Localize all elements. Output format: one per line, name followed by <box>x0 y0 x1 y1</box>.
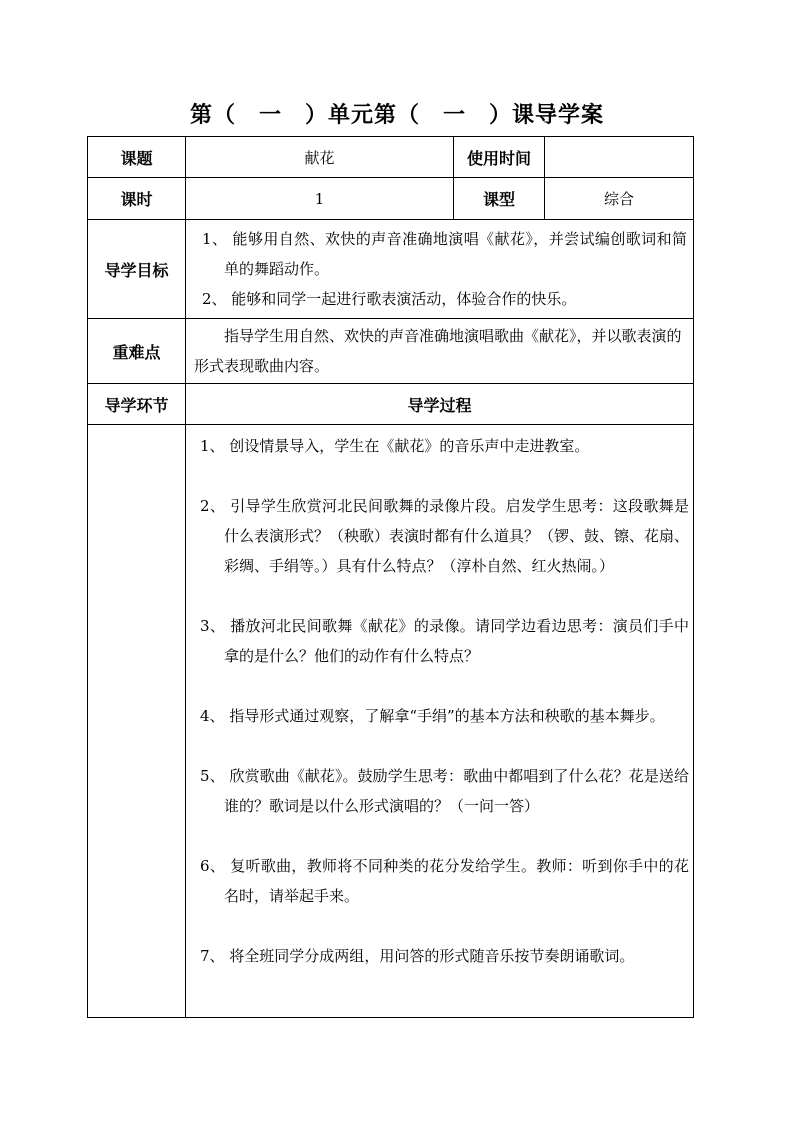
key-content <box>186 319 694 384</box>
page-title: 第（ 一 ）单元第（ 一 ）课导学案 <box>189 103 604 128</box>
time-label: 使用时间 <box>454 137 545 178</box>
table-row <box>88 425 694 1018</box>
topic-value: 献花 <box>186 137 454 178</box>
key-label: 重难点 <box>88 319 186 384</box>
step-item: 3、 播放河北民间歌舞《献花》的录像。请同学边看边思考：演员们手中拿的是什么？他们的动作有什么特点？ <box>200 617 689 665</box>
step-item: 4、 指导形式通过观察，了解拿“手绢”的基本方法和秧歌的基本舞步。 <box>200 707 665 725</box>
step-item: 2、 引导学生欣赏河北民间歌舞的录像片段。启发学生思考：这段歌舞是什么表演形式？（秧歌）表演时都有什么道具？（锣、鼓、镲、花扇、彩绸、手绢等。）具有什么特点？（淳朴自然、红火热闹。） <box>200 497 690 575</box>
table-row <box>88 384 694 425</box>
step-item: 6、 复听歌曲，教师将不同种类的花分发给学生。教师：听到你手中的花名时，请举起手来。 <box>200 857 689 905</box>
table-row <box>88 178 694 220</box>
step-item: 5、 欣赏歌曲《献花》。鼓励学生思考：歌曲中都唱到了什么花？花是送给谁的？歌词是以什么形式演唱的？（一问一答） <box>200 767 689 815</box>
time-value <box>545 137 694 178</box>
step-item: 7、 将全班同学分成两组，用问答的形式随音乐按节奏朗诵歌词。 <box>200 947 635 965</box>
process-steps <box>186 425 694 1018</box>
process-right-header: 导学过程 <box>186 384 694 425</box>
goals-content <box>186 220 694 319</box>
type-value: 综合 <box>545 178 694 220</box>
goal-item: 2、 能够和同学一起进行歌表演活动，体验合作的快乐。 <box>202 290 577 308</box>
table-row <box>88 220 694 319</box>
table-row <box>88 319 694 384</box>
process-left-cell <box>88 425 186 1018</box>
type-label: 课型 <box>454 178 545 220</box>
goal-item: 1、 能够用自然、欢快的声音准确地演唱《献花》，并尝试编创歌词和简单的舞蹈动作。 <box>202 230 687 278</box>
process-left-header: 导学环节 <box>88 384 186 425</box>
period-label: 课时 <box>88 178 186 220</box>
step-item: 1、 创设情景导入，学生在《献花》的音乐声中走进教室。 <box>200 437 590 455</box>
key-text: 指导学生用自然、欢快的声音准确地演唱歌曲《献花》，并以歌表演的形式表现歌曲内容。 <box>194 327 682 375</box>
goals-label: 导学目标 <box>88 220 186 319</box>
table-row <box>88 137 694 178</box>
period-value: 1 <box>186 178 454 220</box>
lesson-plan-table <box>87 136 694 1018</box>
topic-label: 课题 <box>88 137 186 178</box>
